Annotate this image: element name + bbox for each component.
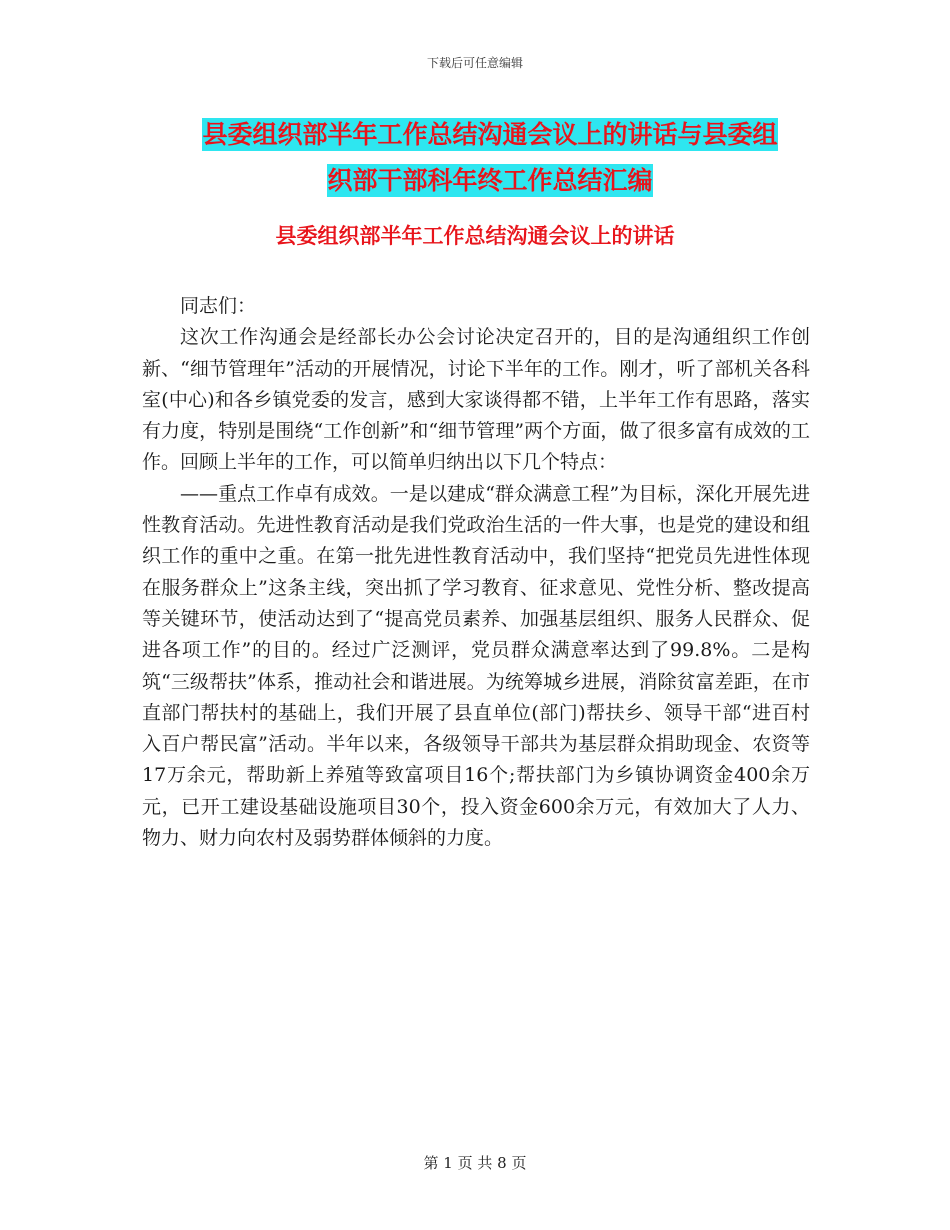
title-line-1: 县委组织部半年工作总结沟通会议上的讲话与县委组: [202, 120, 778, 149]
header-note: 下载后可任意编辑: [426, 56, 523, 70]
document-title: [140, 112, 840, 204]
greeting-paragraph: 同志们：: [180, 295, 257, 317]
page-footer: 第 1 页 共 8 页: [423, 1154, 527, 1172]
title-line-2: 织部干部科年终工作总结汇编: [327, 166, 653, 195]
section-title: 县委组织部半年工作总结沟通会议上的讲话: [275, 224, 675, 248]
body-text: [142, 291, 810, 854]
intro-paragraph: 这次工作沟通会是经部长办公会讨论决定召开的，目的是沟通组织工作创新、“细节管理年”活动的开展情况，讨论下半年的工作。刚才，听了部机关各科室(中心)和各乡镇党委的发言，感到大家谈得都不错，上半年工作有思路，落实有力度，特别是围绕“工作创新”和“细节管理”两个方面，做了很多富有成效的工作。回顾上半年的工作，可以简单归纳出以下几个特点：: [142, 326, 810, 474]
key-work-paragraph: ——重点工作卓有成效。一是以建成“群众满意工程”为目标，深化开展先进性教育活动。先进性教育活动是我们党政治生活的一件大事，也是党的建设和组织工作的重中之重。在第一批先进性教育活动中，我们坚持“把党员先进性体现在服务群众上”这条主线，突出抓了学习教育、征求意见、党性分析、整改提高等关键环节，使活动达到了“提高党员素养、加强基层组织、服务人民群众、促进各项工作”的目的。经过广泛测评，党员群众满意率达到了99.8%。二是构筑“三级帮扶”体系，推动社会和谐进展。为统筹城乡进展，消除贫富差距，在市直部门帮扶村的基础上，我们开展了县直单位(部门)帮扶乡、领导干部“进百村入百户帮民富”活动。半年以来，各级领导干部共为基层群众捐助现金、农资等17万余元，帮助新上养殖等致富项目16个;帮扶部门为乡镇协调资金400余万元，已开工建设基础设施项目30个，投入资金600余万元，有效加大了人力、物力、财力向农村及弱势群体倾斜的力度。: [142, 482, 810, 850]
